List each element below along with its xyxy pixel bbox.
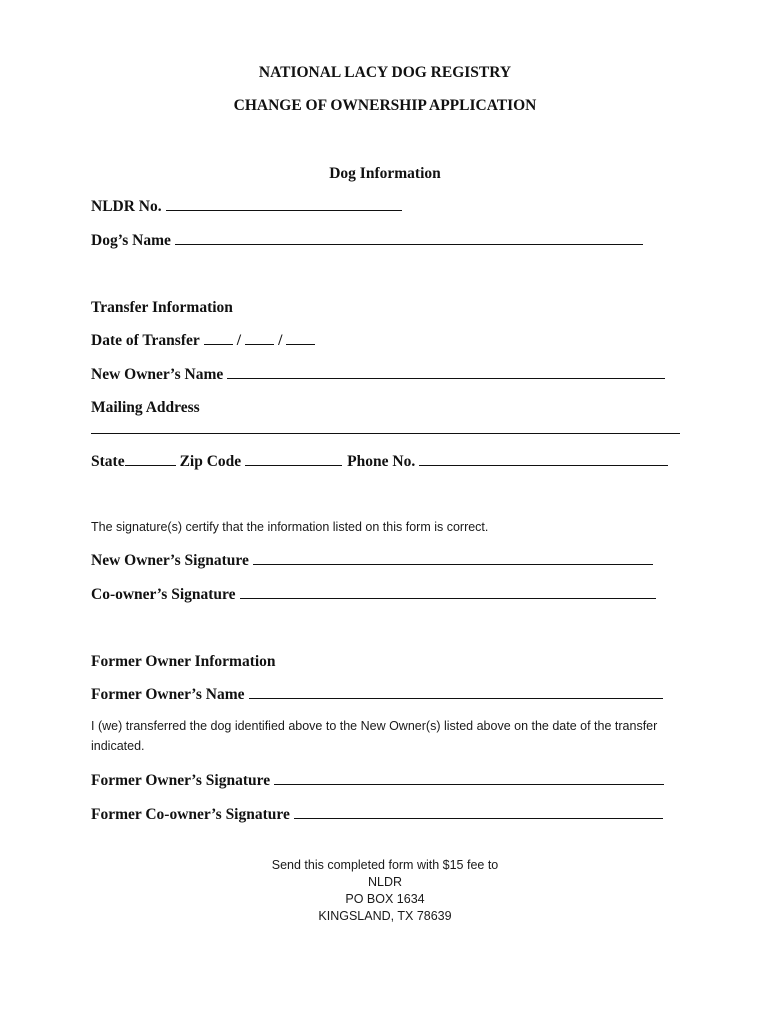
date-of-transfer-field[interactable] — [91, 332, 315, 350]
mailing-address-input[interactable] — [91, 421, 680, 439]
transfer-month-input[interactable] — [204, 332, 233, 345]
form-title: CHANGE OF OWNERSHIP APPLICATION — [233, 97, 537, 114]
phone-label: Phone No. — [347, 453, 416, 470]
coowner-signature-field[interactable] — [91, 586, 656, 604]
new-owner-signature-field[interactable] — [91, 552, 653, 570]
former-owner-name-field[interactable] — [91, 686, 663, 704]
former-owner-name-input[interactable] — [249, 686, 663, 699]
section-heading-dog-info: Dog Information — [329, 165, 441, 182]
dog-name-label: Dog’s Name — [91, 232, 171, 249]
certification-text: The signature(s) certify that the information listed on this form is correct. — [91, 520, 489, 534]
former-coowner-signature-input[interactable] — [294, 806, 663, 819]
transfer-year-input[interactable] — [286, 332, 315, 345]
transfer-statement-line-2: indicated. — [91, 739, 145, 753]
former-owner-signature-field[interactable] — [91, 772, 664, 790]
new-owner-signature-label: New Owner’s Signature — [91, 552, 249, 569]
state-label: State — [91, 453, 125, 470]
dog-name-input[interactable] — [175, 232, 643, 245]
date-separator: / — [278, 332, 283, 349]
section-heading-transfer-info: Transfer Information — [91, 299, 233, 316]
zip-code-label: Zip Code — [179, 453, 242, 470]
new-owner-name-field[interactable] — [91, 366, 665, 384]
coowner-signature-label: Co-owner’s Signature — [91, 586, 236, 603]
state-zip-phone-row — [91, 453, 668, 471]
section-heading-former-owner: Former Owner Information — [91, 653, 276, 670]
mailing-instructions-line: Send this completed form with $15 fee to — [271, 858, 499, 872]
new-owner-signature-input[interactable] — [253, 552, 653, 565]
nldr-number-field[interactable] — [91, 198, 402, 216]
mailing-recipient: NLDR — [367, 875, 403, 889]
mailing-po-box: PO BOX 1634 — [345, 892, 425, 906]
date-of-transfer-label: Date of Transfer — [91, 332, 200, 349]
transfer-day-input[interactable] — [245, 332, 274, 345]
dog-name-field[interactable] — [91, 232, 643, 250]
new-owner-name-label: New Owner’s Name — [91, 366, 224, 383]
former-coowner-signature-label: Former Co-owner’s Signature — [91, 806, 290, 823]
former-owner-signature-input[interactable] — [274, 772, 664, 785]
nldr-number-input[interactable] — [166, 198, 402, 211]
date-separator: / — [236, 332, 242, 349]
mailing-address-label: Mailing Address — [91, 399, 200, 416]
mailing-city-state-zip: KINGSLAND, TX 78639 — [318, 909, 452, 923]
mailing-instructions — [0, 857, 770, 925]
new-owner-name-input[interactable] — [227, 366, 665, 379]
registry-name: NATIONAL LACY DOG REGISTRY — [258, 64, 512, 81]
phone-input[interactable] — [419, 453, 668, 466]
former-coowner-signature-field[interactable] — [91, 806, 663, 824]
former-owner-name-label: Former Owner’s Name — [91, 686, 245, 703]
zip-code-input[interactable] — [245, 453, 342, 466]
nldr-number-label: NLDR No. — [91, 198, 162, 215]
state-input[interactable] — [125, 453, 176, 466]
coowner-signature-input[interactable] — [240, 586, 656, 599]
transfer-statement-line-1: I (we) transferred the dog identified above to the New Owner(s) listed above on the date of the transfer — [91, 719, 658, 733]
former-owner-signature-label: Former Owner’s Signature — [91, 772, 271, 789]
